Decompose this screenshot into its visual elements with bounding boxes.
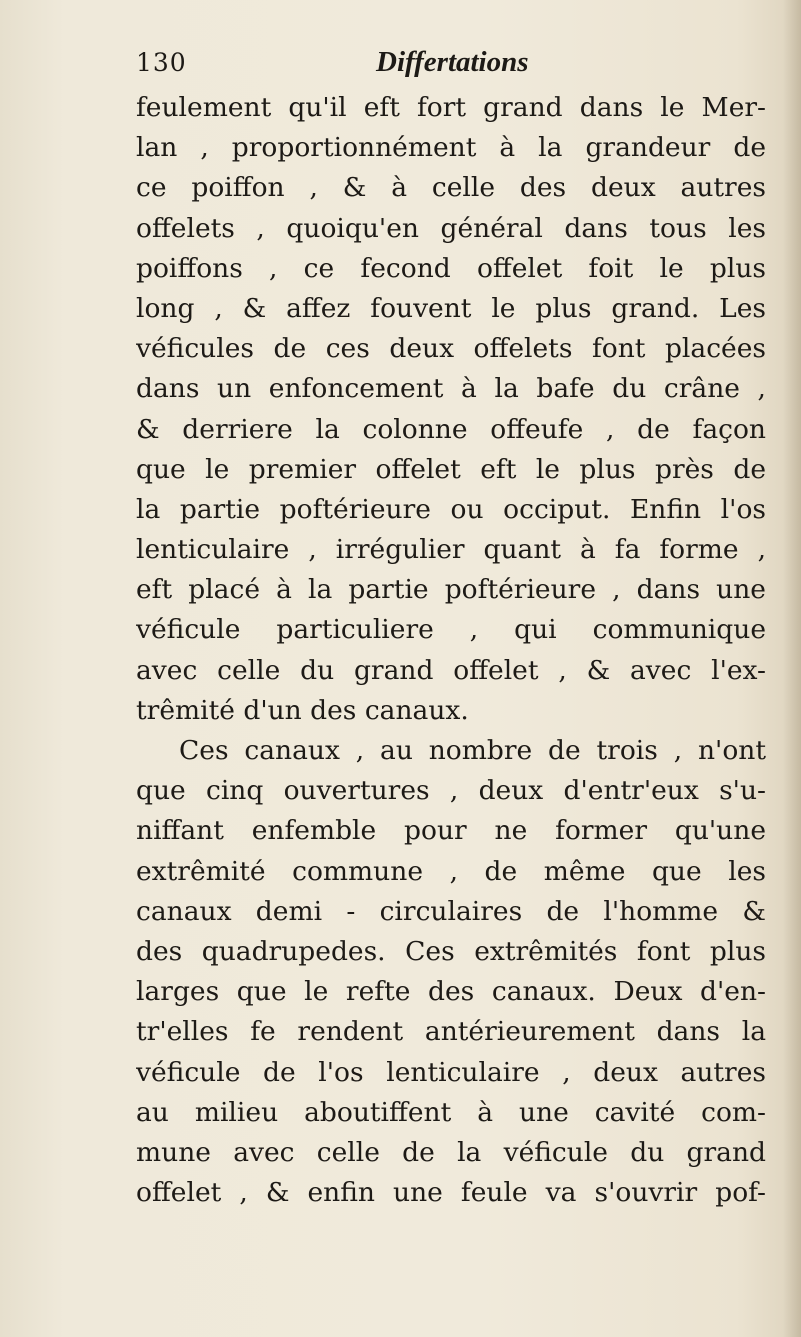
page-header [136, 46, 576, 86]
text-line: la partie poftérieure ou occiput. Enfin l'os [136, 493, 766, 525]
text-line: véficules de ces deux offelets font placées [136, 333, 766, 365]
text-line: au milieu aboutiffent à une cavité com- [136, 1096, 766, 1128]
text-line: & derriere la colonne offeufe , de façon [136, 413, 766, 445]
text-line: eft placé à la partie poftérieure , dans une [136, 574, 766, 606]
text-line: extrêmité commune , de même que les [136, 855, 766, 887]
page-number: 130 [136, 48, 187, 77]
text-line: offelets , quoiqu'en général dans tous les [136, 212, 766, 244]
text-line: offelet , & enfin une feule va s'ouvrir pof- [136, 1177, 766, 1209]
running-head: Differtations [376, 46, 529, 78]
text-line: des quadrupedes. Ces extrêmités font plus [136, 935, 766, 967]
text-line: lan , proportionnément à la grandeur de [136, 132, 766, 164]
text-line: que le premier offelet eft le plus près de [136, 453, 766, 485]
page-edge-shadow [783, 0, 801, 1337]
text-line: véficule de l'os lenticulaire , deux autres [136, 1056, 766, 1088]
body-text [136, 88, 766, 1213]
text-line: avec celle du grand offelet , & avec l'ex- [136, 654, 766, 686]
text-line: niffant enfemble pour ne former qu'une [136, 815, 766, 847]
text-line: que cinq ouvertures , deux d'entr'eux s'u- [136, 775, 766, 807]
text-line: larges que le refte des canaux. Deux d'en- [136, 976, 766, 1008]
text-line: poiffons , ce fecond offelet foit le plus [136, 252, 766, 284]
text-line: long , & affez fouvent le plus grand. Les [136, 292, 766, 324]
text-line: ce poiffon , & à celle des deux autres [136, 172, 766, 204]
text-line: dans un enfoncement à la bafe du crâne , [136, 373, 766, 405]
text-line: canaux demi - circulaires de l'homme & [136, 895, 766, 927]
text-line: Ces canaux , au nombre de trois , n'ont [179, 735, 766, 766]
text-line: feulement qu'il eft fort grand dans le Mer- [136, 92, 766, 123]
text-line: véficule particuliere , qui communique [136, 614, 766, 646]
text-line: trêmité d'un des canaux. [136, 694, 469, 726]
text-line: mune avec celle de la véficule du grand [136, 1136, 766, 1168]
text-line: tr'elles fe rendent antérieurement dans la [136, 1016, 766, 1048]
text-line: lenticulaire , irrégulier quant à fa forme , [136, 534, 766, 566]
